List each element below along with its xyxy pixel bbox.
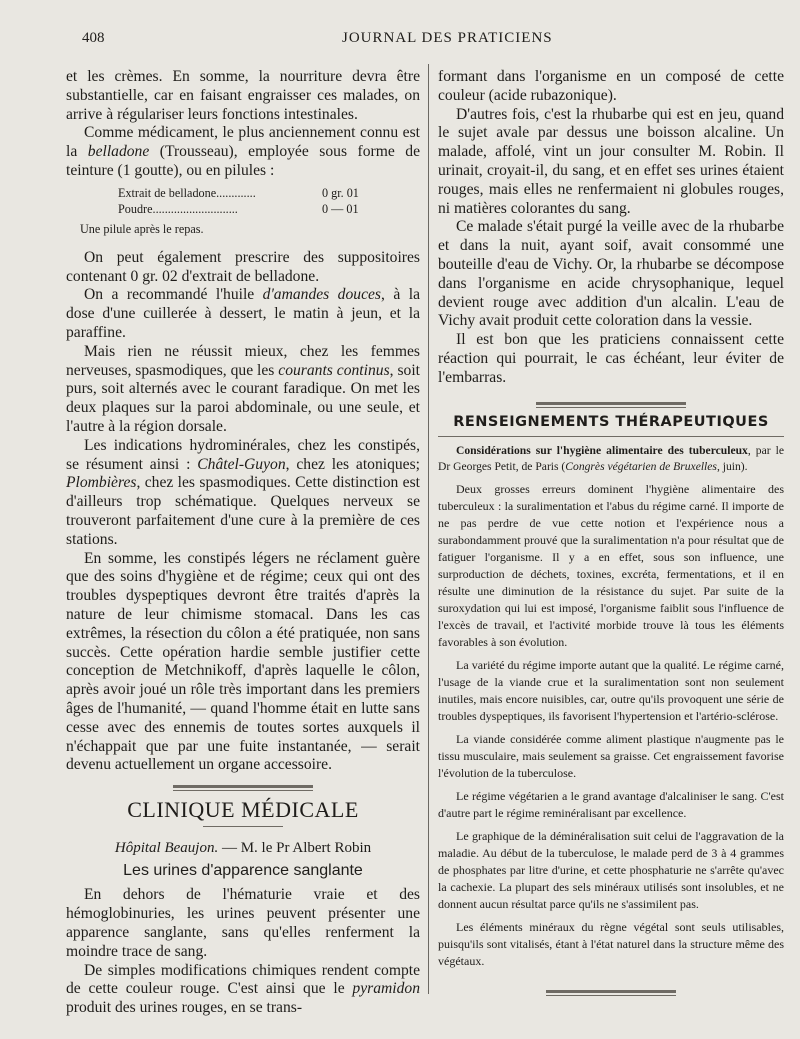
paragraph: Ce malade s'était purgé la veille avec de la rhubarbe et dans la nuit, ayant soif, avait consommé une bouteille d'eau de Vichy. Or, la rhubarbe se décompose dans l'organisme en acide chrysophanique, lequel devient rouge avec addition d'un alcalin. L'eau de Vichy avait produit cette coloration dans la vessie. xyxy=(438,218,784,330)
paragraph: Comme médicament, le plus anciennement connu est la belladone (Trousseau), employée sous forme de teinture (1 goutte), ou en pilules : xyxy=(66,124,420,179)
paragraph: D'autres fois, c'est la rhubarbe qui est en jeu, quand le sujet avale par dessus une boisson alcaline. Un malade, affolé, vint un jour consulter M. Robin. Il urinait, croyait-il, du sang, et en effet ses urines étaient rouges, mais elles ne renfermaient ni globules rouges, ni matières colorantes du sang. xyxy=(438,105,784,217)
paragraph: Les éléments minéraux du règne végétal sont seuls utilisables, puisqu'ils sont vitalisés, étant à l'état naturel dans la structure même des végétaux. xyxy=(438,919,784,968)
page-header xyxy=(82,30,782,50)
paragraph: La variété du régime importe autant que la qualité. Le régime carné, l'usage de la viande crue et la suralimentation sont non seulement inutiles, mais encore nuisibles, car, outre qu'ils provoquent une série de troubles dyspeptiques, ils favorisent l'hypertension et l'artério-sclérose. xyxy=(438,657,784,723)
prescription-row: Extrait de belladone............. 0 gr. 01 xyxy=(118,185,359,200)
paragraph: Deux grosses erreurs dominent l'hygiène alimentaire des tuberculeux : la suralimentation et l'abus du régime carné. Il importe de ne pas perdre de vue cette notion et l'expérience nous a surabondamment prouvé que la suralimentation n'a pour résultat que de fatiguer l'organisme. Il y a en effet, sous son influence, une surproduction de déchets, toxines, excréta, fermentations, et il en résulte une diminution de la résistance du sujet. Par suite de la suroxydation qui lui est imposé, l'organisme faiblit sous l'influence de l'excès de travail, et l'activité morbide trouve là tous les éléments favorables à son évolution. xyxy=(438,481,784,649)
page-number: 408 xyxy=(82,30,105,46)
section-rule xyxy=(173,785,313,791)
column-divider xyxy=(428,64,429,994)
paragraph: En dehors de l'hématurie vraie et des hémoglobinuries, les urines peuvent présenter une apparence sanglante, sans qu'elles renferment la moindre trace de sang. xyxy=(66,886,420,960)
paragraph: En somme, les constipés légers ne réclament guère que des soins d'hygiène et de régime; ceux qui ont des troubles dyspeptiques devront être traités d'après la nature de leur chimisme stomacal. Dans les cas extrêmes, la résection du côlon a été pratiquée, non sans succès. Cette opération hardie semble justifier cette conception de Metchnikoff, d'après laquelle le côlon, après avoir joué un rôle très important dans les premiers âges de l'humanité, — quand l'homme était en lutte sans cesse avec des ennemis de toutes sortes auxquels il n'échappait que par une fuite instantanée, — serait devenu actuellement un organe accessoire. xyxy=(66,549,420,774)
paragraph: La viande considérée comme aliment plastique n'augmente pas le tissu musculaire, mais seulement sa graisse. Cet engraissement favorise l'évolution de la tuberculose. xyxy=(438,731,784,780)
paragraph: Le régime végétarien a le grand avantage d'alcaliniser le sang. C'est d'autre part le régime reminéralisant par excellence. xyxy=(438,788,784,820)
paragraph: Le graphique de la déminéralisation suit celui de l'aggravation de la maladie. Au début de la tuberculose, le malade perd de 3 à 4 grammes de phosphates par litre d'urine, et cette phosphaturie ne s'arrête qu'avec la cachexie. La plupart des sels minéraux utilisés sont insolubles, et ne donnent aucun résultat parce qu'ils ne s'assimilent pas. xyxy=(438,828,784,911)
paragraph: et les crèmes. En somme, la nourriture devra être substantielle, car en faisant engraisser ces malades, on arrive à régulariser leurs fonctions intestinales. xyxy=(66,68,420,123)
section-title: RENSEIGNEMENTS THÉRAPEUTIQUES xyxy=(453,413,769,430)
section-rule xyxy=(203,826,283,827)
paragraph: formant dans l'organisme en un composé de cette couleur (acide rubazonique). xyxy=(438,68,784,104)
prescription xyxy=(118,185,420,217)
section-rule xyxy=(438,436,784,437)
paragraph: On a recommandé l'huile d'amandes douces, à la dose d'une cuillerée à dessert, le matin à jeun, et la paraffine. xyxy=(66,286,420,341)
paragraph: Mais rien ne réussit mieux, chez les femmes nerveuses, spasmodiques, que les courants continus, soit purs, soit alternés avec le courant faradique. On met les deux plaques sur la paroi abdominale, ou une seule, et l'autre à la région dorsale. xyxy=(66,342,420,435)
journal-title: JOURNAL DES PRATICIENS xyxy=(342,30,553,46)
section-rule xyxy=(536,402,686,408)
paragraph: Les indications hydrominérales, chez les constipés, se résument ainsi : Châtel-Guyon, chez les atoniques; Plombières, chez les spasmodiques. Cette distinction est d'ailleurs trop schématique. Quelques nerveux se trouveront parfaitement d'une cure à la première de ces stations. xyxy=(66,436,420,548)
right-column xyxy=(438,68,784,996)
section-title: CLINIQUE MÉDICALE xyxy=(127,797,359,823)
section-rule xyxy=(546,990,676,996)
article-subheading: Les urines d'apparence sanglante xyxy=(123,861,363,879)
byline: Hôpital Beaujon. — M. le Pr Albert Robin xyxy=(114,839,372,856)
paragraph: De simples modifications chimiques rendent compte de cette couleur rouge. C'est ainsi que le pyramidon produit des urines rouges, en se trans- xyxy=(66,961,420,1017)
paragraph: Il est bon que les praticiens connaissent cette réaction qui pourrait, le cas échéant, leur éviter de l'embarras. xyxy=(438,331,784,386)
prescription-note: Une pilule après le repas. xyxy=(80,221,204,236)
prescription-row: Poudre............................ 0 — 01 xyxy=(118,201,359,216)
paragraph: On peut également prescrire des suppositoires contenant 0 gr. 02 d'extrait de belladone. xyxy=(66,248,420,285)
left-column xyxy=(66,68,420,1018)
article-intro: Considérations sur l'hygiène alimentaire des tuberculeux, par le Dr Georges Petit, de Paris (Congrès végétarien de Bruxelles, juin). xyxy=(438,443,784,473)
